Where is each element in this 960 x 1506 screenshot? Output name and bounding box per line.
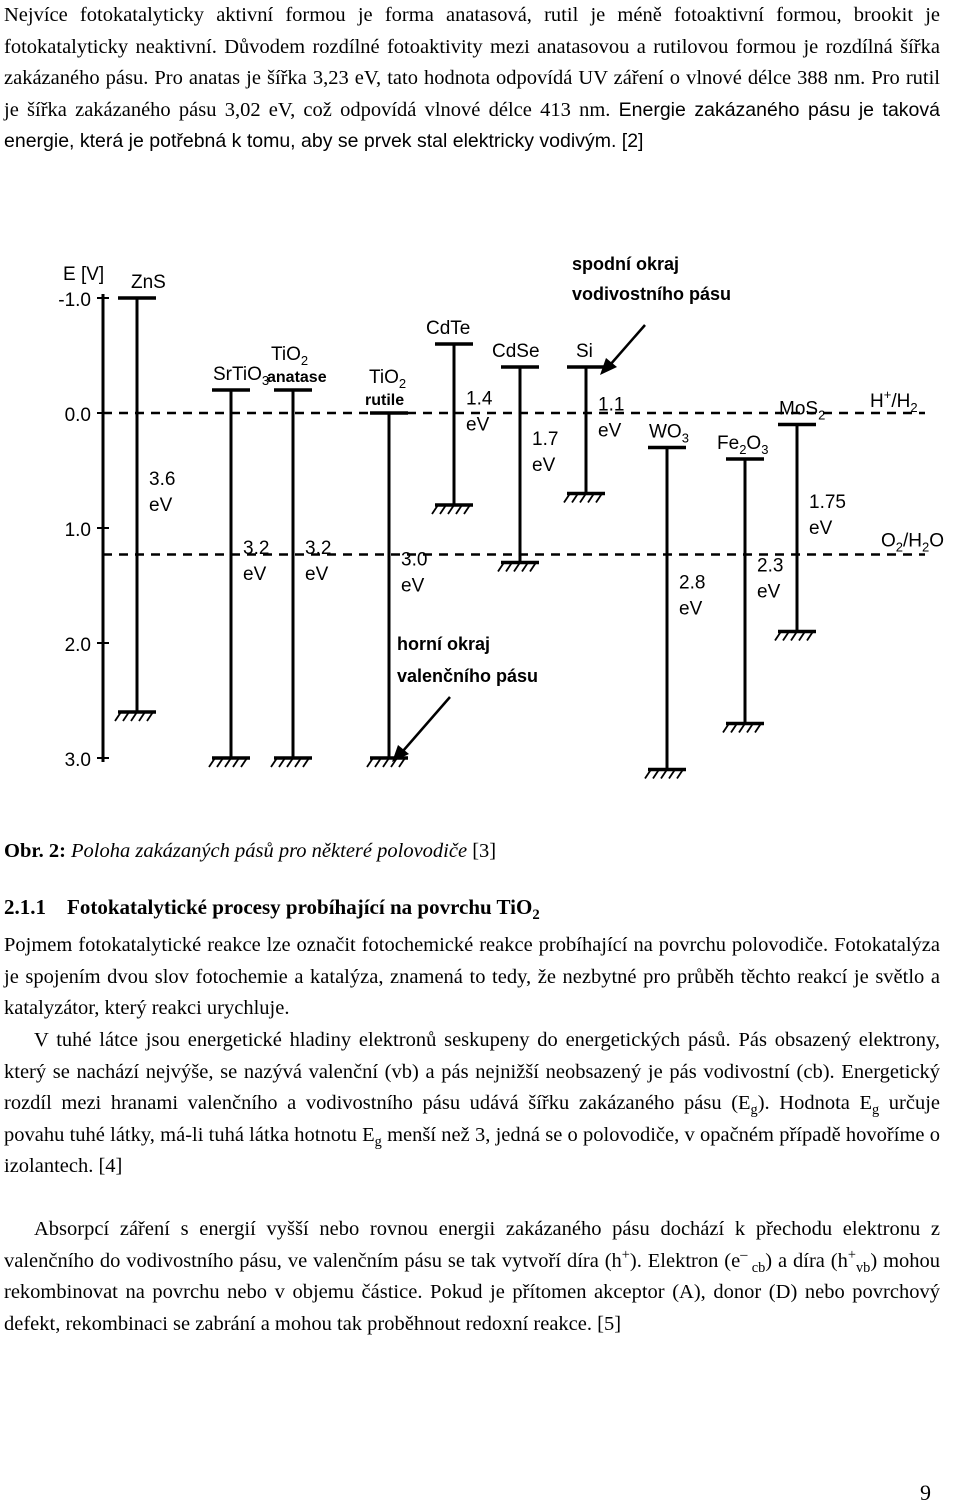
material-label-9: MoS$_2$ bbox=[779, 398, 826, 423]
band-gap-figure bbox=[55, 225, 960, 805]
gap-value-8: 2.3 bbox=[757, 555, 784, 577]
caption-label: Obr. 2: bbox=[4, 840, 66, 862]
gap-unit-4: eV bbox=[466, 414, 490, 436]
section-number: 2.1.1 bbox=[4, 895, 46, 919]
gap-unit-6: eV bbox=[598, 420, 622, 442]
gap-value-5: 1.7 bbox=[532, 428, 559, 450]
gap-unit-0: eV bbox=[149, 495, 173, 516]
p3-sup1: + bbox=[621, 1246, 630, 1263]
material-label-0: ZnS bbox=[131, 272, 166, 293]
material-label-1: SrTiO$_3$ bbox=[213, 364, 270, 388]
intro-paragraph bbox=[4, 0, 940, 158]
axis-tick-3: 2.0 bbox=[64, 635, 91, 656]
p2-sub1: g bbox=[750, 1102, 758, 1119]
page-number: 9 bbox=[920, 1480, 931, 1505]
annotation-bottom-line2: valenčního pásu bbox=[397, 666, 539, 686]
p3-sub3: vb bbox=[855, 1259, 871, 1276]
figure-caption bbox=[4, 840, 496, 863]
material-label-5: CdSe bbox=[492, 341, 540, 362]
material-label-4: CdTe bbox=[426, 318, 471, 339]
p3-sup3: + bbox=[847, 1246, 856, 1263]
material-label-3: TiO$_2$ bbox=[369, 367, 407, 391]
paragraph-3 bbox=[4, 1214, 940, 1340]
p2-b: ). Hodnota E bbox=[757, 1092, 872, 1114]
gap-unit-3: eV bbox=[401, 575, 425, 597]
gap-value-2: 3.2 bbox=[305, 538, 332, 559]
p3-a: Absorpcí záření s energií vyšší nebo rovnou energii zakázaného pásu dochází k přechodu elektronu z valenčního do vodivostního pásu, ve valenčním pásu se tak vytvoří díra (h bbox=[4, 1218, 940, 1272]
o2-label: $O_2/H_2O$ bbox=[881, 530, 945, 555]
section-title-sub: 2 bbox=[532, 907, 540, 924]
gap-value-4: 1.4 bbox=[466, 388, 493, 410]
caption-text: Poloha zakázaných pásů pro některé polovodiče bbox=[65, 840, 468, 862]
p2-sub2: g bbox=[872, 1102, 880, 1119]
material-label-2: TiO$_2$ bbox=[271, 344, 309, 368]
h-plus-label: $H^+/H_2$ bbox=[870, 387, 918, 415]
p2-sub3: g bbox=[374, 1133, 382, 1150]
gap-unit-9: eV bbox=[809, 518, 833, 539]
gap-value-6: 1.1 bbox=[598, 394, 625, 416]
annotation-bottom-line1: horní okraj bbox=[397, 634, 491, 654]
p3-c: ) a díra (h bbox=[765, 1249, 848, 1272]
axis-tick-0: -1.0 bbox=[58, 290, 91, 311]
paragraph-1: Pojmem fotokatalytické reakce lze označit fotochemické reakce probíhající na povrchu polovodiče. Fotokatalýza je spojením dvou slov fotochemie a katalýza, znamená to tedy, že nezbytné pro průběh těchto reakcí je světlo a katalyzátor, který reakci urychluje. bbox=[4, 934, 940, 1019]
axis-tick-4: 3.0 bbox=[64, 750, 91, 771]
p2-c: určuje povahu tuhé látky, má-li tuhá látka hotnotu E bbox=[4, 1092, 940, 1146]
gap-value-9: 1.75 bbox=[809, 492, 846, 513]
annotation-bottom-arrow bbox=[403, 697, 450, 751]
annotation-top-arrow bbox=[610, 325, 645, 365]
gap-unit-1: eV bbox=[243, 564, 267, 585]
gap-unit-8: eV bbox=[757, 581, 781, 603]
annotation-top-line1: spodní okraj bbox=[572, 254, 680, 274]
intro-segment-1: Energie zakázaného pásu je taková energie, která je potřebná k tomu, aby se prvek stal elektricky vodivým. [2] bbox=[4, 98, 940, 152]
material-label-8: $Fe_2O_3$ bbox=[717, 433, 769, 457]
p2-d: menší než 3, jedná se o polovodiče, v opačném případě hovoříme o izolantech. [4] bbox=[4, 1123, 940, 1177]
section-heading bbox=[4, 895, 540, 924]
gap-value-0: 3.6 bbox=[149, 469, 176, 490]
material-label-7: $WO_3$ bbox=[649, 421, 689, 446]
p3-sup2: – bbox=[740, 1246, 748, 1263]
p3-sub2: cb bbox=[747, 1259, 766, 1276]
caption-ref: [3] bbox=[467, 840, 497, 862]
gap-value-7: 2.8 bbox=[679, 572, 706, 594]
material-subtitle-2: anatase bbox=[267, 369, 327, 386]
material-subtitle-3: rutile bbox=[365, 392, 405, 409]
annotation-top-line2: vodivostního pásu bbox=[572, 284, 732, 304]
gap-value-3: 3.0 bbox=[401, 549, 428, 571]
section-title: Fotokatalytické procesy probíhající na povrchu TiO bbox=[67, 895, 533, 919]
gap-unit-5: eV bbox=[532, 454, 556, 476]
paragraph-2 bbox=[4, 1025, 940, 1183]
gap-unit-2: eV bbox=[305, 564, 329, 585]
axis-tick-1: 0.0 bbox=[64, 405, 91, 426]
gap-value-1: 3.2 bbox=[243, 538, 270, 559]
axis-label: E [V] bbox=[63, 264, 105, 285]
material-label-6: Si bbox=[576, 341, 593, 362]
intro-segment-0: Nejvíce fotokatalyticky aktivní formou je forma anatasová, rutil je méně fotoaktivní formou, brookit je fotokatalyticky neaktivní. Důvodem rozdílné fotoaktivity mezi anatasovou a rutilovou formou je rozdílná šířka zakázaného pásu. Pro anatas je šířka 3,23 eV, tato hodnota odpovídá UV záření o vlnové délce 388 nm. Pro rutil je šířka zakázaného pásu 3,02 eV, což odpovídá vlnové délce 413 nm. bbox=[4, 4, 940, 121]
axis-tick-2: 1.0 bbox=[64, 520, 91, 541]
p2-a: V tuhé látce jsou energetické hladiny elektronů seskupeny do energetických pásů. Pás obsazený elektrony, který se nachází nejvýše, se nazývá valenční (vb) a pás nejnižší neobsazený je pás vodivostní (cb). Energetický rozdíl mezi hranami valenčního a vodivostního pásu udává šířku zakázaného pásu (E bbox=[4, 1029, 940, 1114]
p3-b: ). Elektron (e bbox=[629, 1249, 741, 1272]
gap-unit-7: eV bbox=[679, 598, 703, 620]
p3-d: ) mohou rekombinovat na povrchu nebo v objemu částice. Pokud je přítomen akceptor (A), donor (D) nebo povrchový defekt, rekombinaci se zabrání a mohou tak proběhnout redoxní reakce. [5] bbox=[4, 1249, 941, 1335]
